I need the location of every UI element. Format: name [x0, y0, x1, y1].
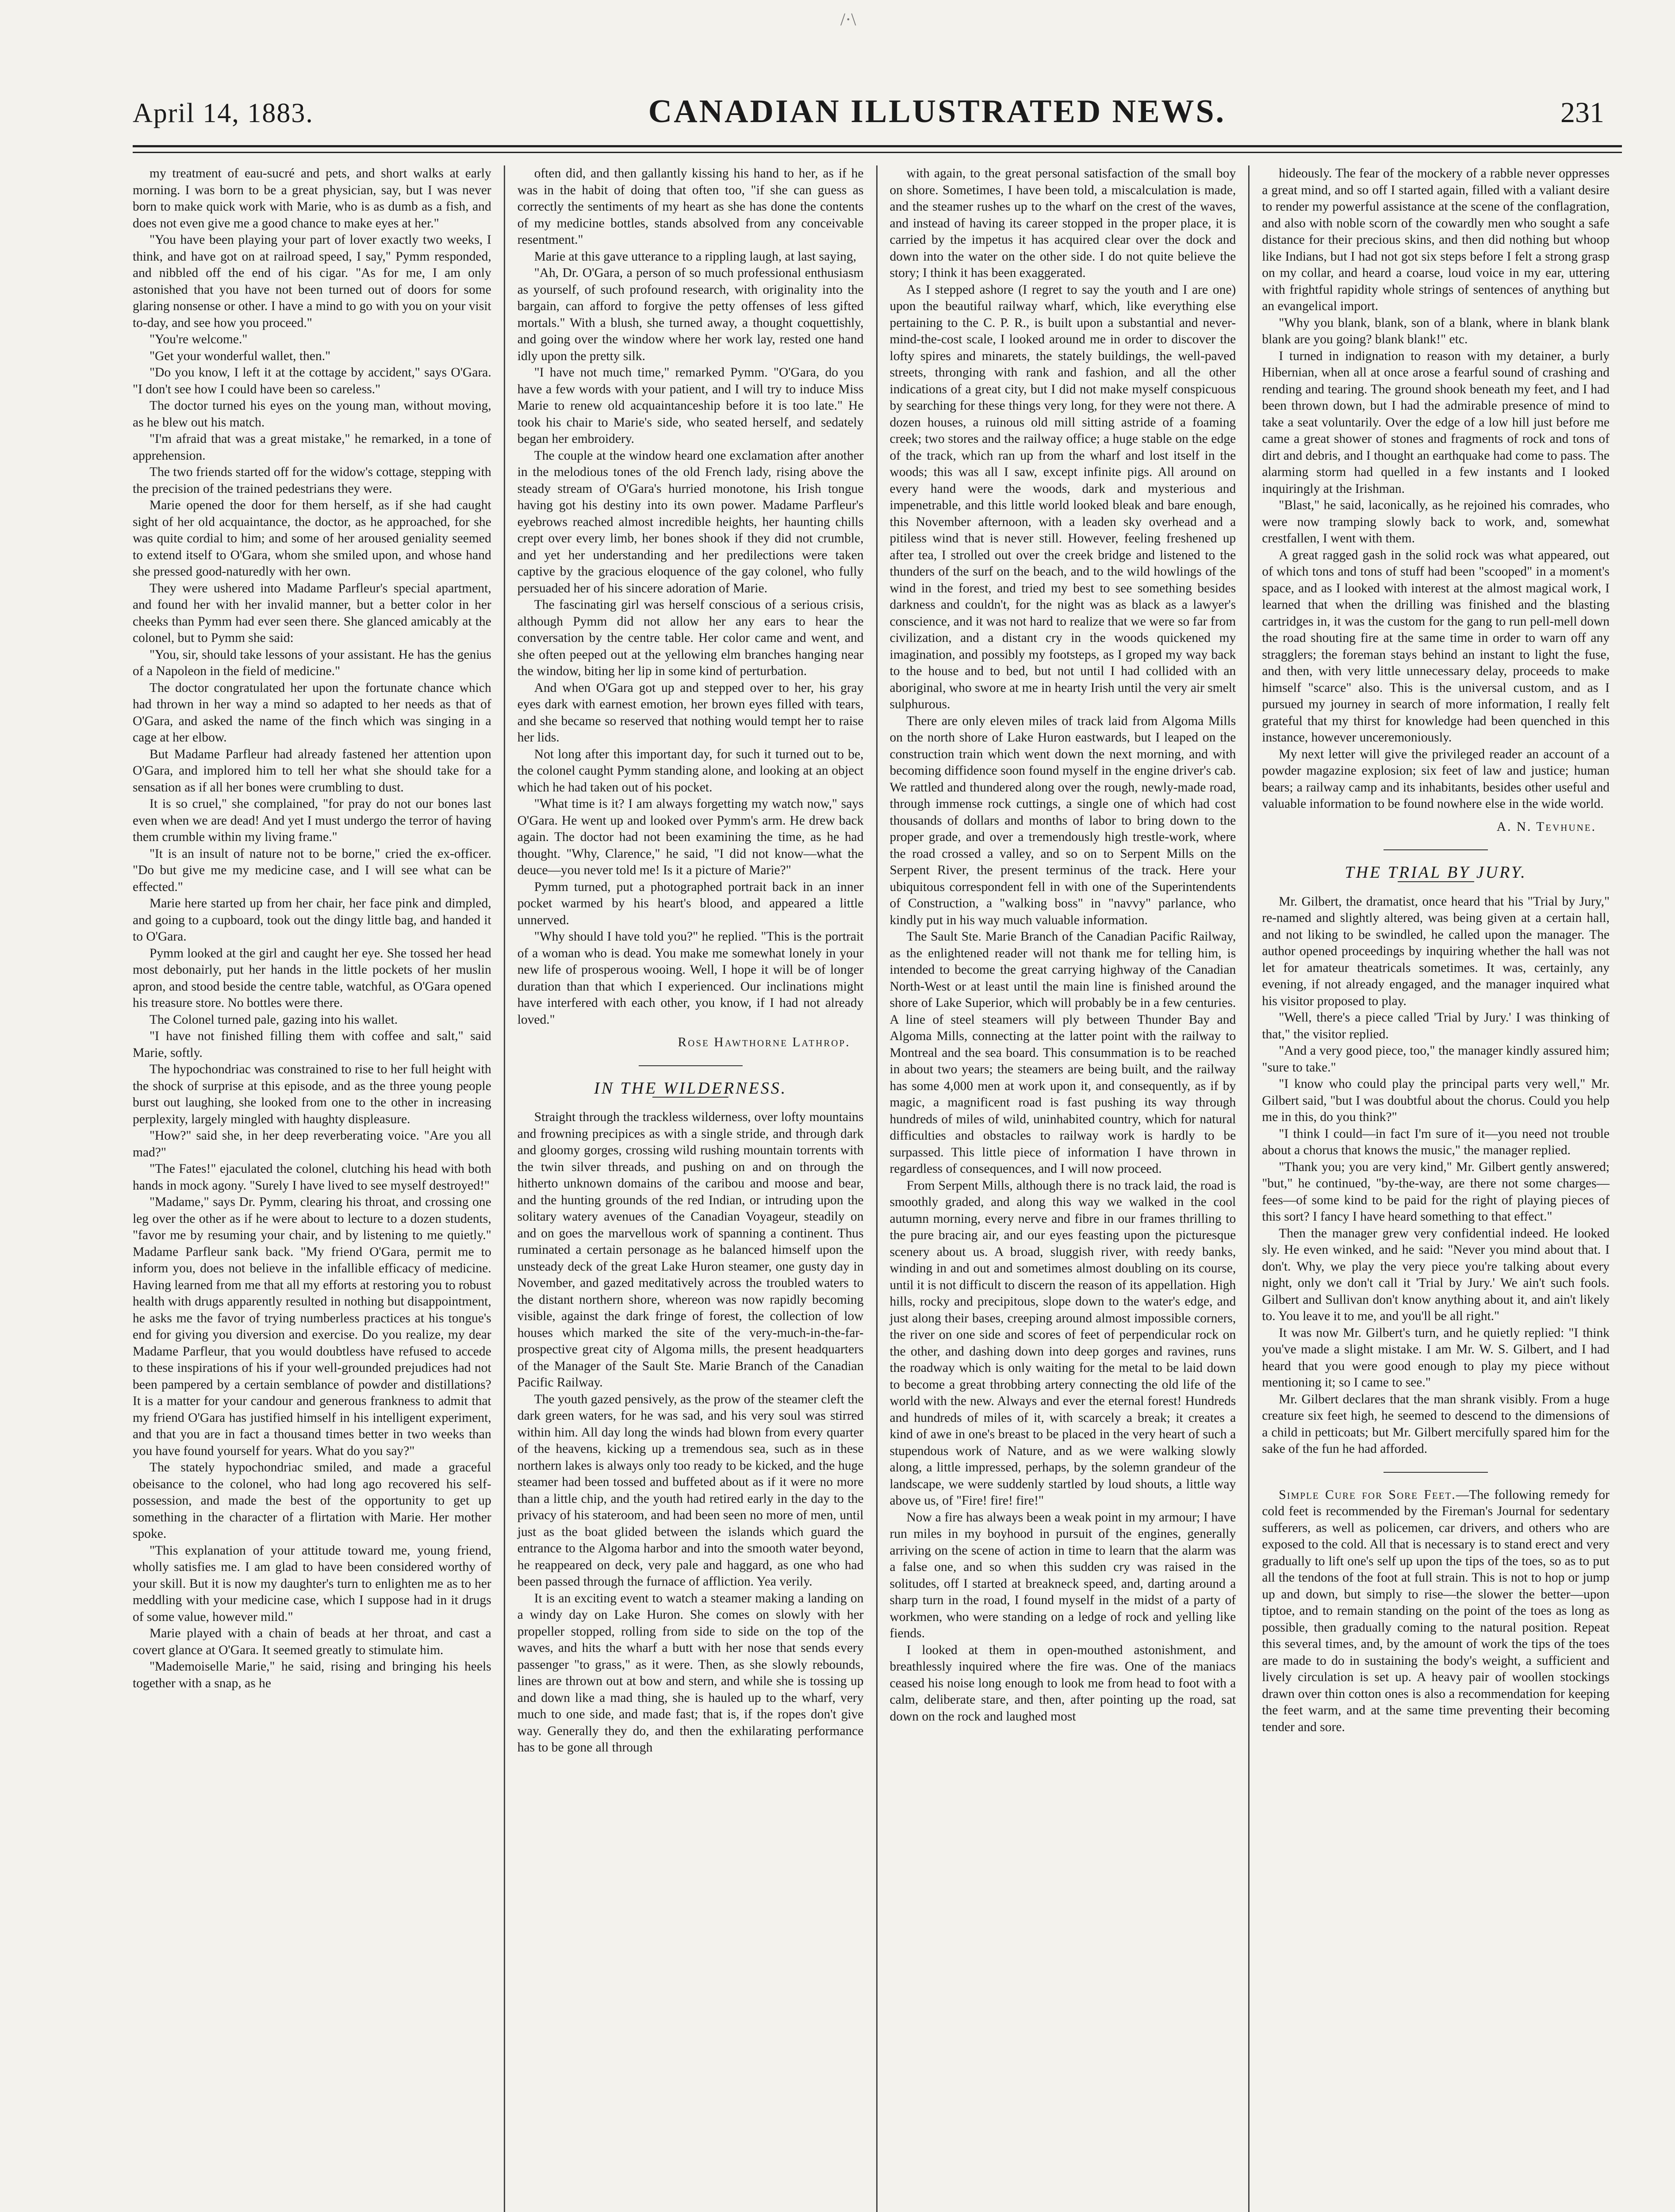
paragraph: The doctor congratulated her upon the fortunate chance which had thrown in her way a mind so adapted to her needs as that of O'Gara, and asked the name of the finch which was singing in a cage at her elbow. [133, 680, 491, 745]
paragraph: But Madame Parfleur had already fastened her attention upon O'Gara, and implored him to tell her what she should take for a sensation as if all her bones were crumbling to dust. [133, 747, 491, 795]
paragraph: "Mademoiselle Marie," he said, rising and bringing his heels together with a snap, as he [133, 1659, 491, 1690]
paragraph: Marie at this gave utterance to a rippling laugh, at last saying, [534, 249, 857, 264]
wilderness-article [517, 1109, 864, 1756]
paragraph: "This explanation of your attitude toward me, young friend, wholly satisfies me. I am glad to have been considered worthy of your skill. But it is now my daughter's turn to enlighten me as to her meddling with your medicine case, which I suppose had in it drugs of some value, however mild." [133, 1543, 491, 1624]
section-title-trial-by-jury: THE TRIAL BY JURY. [1345, 863, 1527, 882]
column-4-wilderness-cont [1262, 165, 1610, 813]
column-4 [1250, 165, 1622, 2212]
paragraph: "Why should I have told you?" he replied. "This is the portrait of a woman who is dead. You make me somewhat lonely in your new life of prosperous wooing. Well, I hope it will be of longer duration than that which I experienced. Our inclinations might have interfered with each other, you know, if I had not already loved." [517, 929, 864, 1027]
paragraph: The two friends started off for the widow's cottage, stepping with the precision of the trained pedestrians they were. [133, 465, 491, 496]
paragraph: There are only eleven miles of track laid from Algoma Mills on the north shore of Lake Huron eastwards, but I leaped on the construction train which went down the next morning, and with becoming diffidence soon found myself in the engine driver's cab. We rattled and thundered along over the rough, newly-made road, through immense rock cuttings, a single one of which had cost thousands of dollars and months of labor to bring down to the proper grade, and over a tremendously high trestle-work, where the road crossed a valley, and so on to Serpent Mills on the Serpent River, the present terminus of the track. Here your ubiquitous correspondent fell in with one of the Superintendents of Construction, a "walking boss" in "navvy" parlance, who kindly put in his way much valuable information. [889, 714, 1236, 927]
paragraph: Now a fire has always been a weak point in my armour; I have run miles in my boyhood in pursuit of the engines, generally arriving on the scene of action in time to learn that the alarm was a false one, and so when this sudden cry was raised in the solitudes, off I started at breakneck speed, and, darting around a sharp turn in the road, I found myself in the midst of a party of workmen, who were standing on a ledge of rock and yelling like fiends. [889, 1510, 1236, 1640]
paragraph: The stately hypochondriac smiled, and made a graceful obeisance to the colonel, who had long ago recovered his self-possession, and made the best of the opportunity to get up something in the character of a flirtation with Marie. Her mother spoke. [133, 1460, 491, 1541]
column-2 [505, 165, 878, 2212]
scan-mark: /·\ [840, 9, 856, 29]
paragraph: I looked at them in open-mouthed astonishment, and breathlessly inquired where the fire was. One of the maniacs ceased his noise long enough to look me from head to foot with a calm, deliberate stare, and then, after pointing up the road, sat down on the rock and laughed most [889, 1643, 1236, 1724]
paragraph: My next letter will give the privileged reader an account of a powder magazine explosion; six feet of law and justice; human bears; a railway camp and its inhabitants, besides other useful and valuable information to be found nowhere else in the wide world. [1262, 747, 1610, 811]
paragraph: From Serpent Mills, although there is no track laid, the road is smoothly graded, and along this way we walked in the cool autumn morning, every nerve and fibre in our frames thrilling to the pure bracing air, and our eyes feasting upon the picturesque scenery about us. A broad, sluggish river, with reedy banks, winding in and out and sometimes almost doubling on its course, until it is not difficult to discern the reason of its appellation. High hills, rocky and precipitous, slope down to the water's edge, and just along their bases, creeping around almost impossible corners, the river on one side and scores of feet of perpendicular rock on the other, and dashing down into deep gorges and ravines, runs the roadway which is only waiting for the metal to be laid down to become a great throbbing artery connecting the old life of the world with the new. Always and ever the eternal forest! Hundreds and hundreds of miles of it, with scarcely a break; it creates a kind of awe in one's breast to be placed in the very heart of such a stupendous work of Nature, and as we were walking slowly along, a little impressed, perhaps, by the solemn grandeur of the landscape, we were suddenly startled by loud shouts, a little way above us, of "Fire! fire! fire!" [889, 1178, 1236, 1508]
notice-text: —The following remedy for cold feet is recommended by the Fireman's Journal for sedentary sufferers, as well as policemen, car drivers, and others who are exposed to the cold. All that is necessary is to stand erect and very gradually to lift one's self up upon the tips of the toes, so as to put all the tendons of the foot at full strain. This is not to hop or jump up and down, but simply to rise—the slower the better—upon tiptoe, and to remain standing on the point of the toes as long as possible, then gradually coming to the natural position. Repeat this several times, and, by the amount of work the tips of the toes are made to do in sustaining the body's weight, a sufficient and lively circulation is set up. A heavy pair of woollen stockings drawn over thin cotton ones is also a recommendation for keeping the feet warm, and at the same time preventing their becoming tender and sore. [1262, 1487, 1610, 1734]
paragraph: "Do you know, I left it at the cottage by accident," says O'Gara. "I don't see how I could have been so careless." [133, 365, 491, 396]
paragraph: "It is an insult of nature not to be borne," cried the ex-officer. "Do but give me my medicine case, and I will see what can be effected." [133, 846, 491, 894]
paragraph: Mr. Gilbert declares that the man shrank visibly. From a huge creature six feet high, he seemed to descend to the dimensions of a child in petticoats; but Mr. Gilbert mercifully spared him for the sake of the fun he had afforded. [1262, 1392, 1610, 1456]
paragraph: "Well, there's a piece called 'Trial by Jury.' I was thinking of that," the visitor replied. [1262, 1010, 1610, 1041]
notice-sore-feet [1262, 1487, 1610, 1736]
story-divider-2 [1384, 849, 1488, 850]
paragraph: Not long after this important day, for such it turned out to be, the colonel caught Pymm standing alone, and looking at an object which he had taken out of his pocket. [517, 747, 864, 795]
article-columns [133, 165, 1622, 2212]
paragraph: Marie played with a chain of beads at her throat, and cast a covert glance at O'Gara. It seemed greatly to stimulate him. [133, 1626, 491, 1657]
paragraph: "And a very good piece, too," the manager kindly assured him; "sure to take." [1262, 1044, 1610, 1075]
trial-by-jury-article [1262, 894, 1610, 1458]
paragraph: "How?" said she, in her deep reverberating voice. "Are you all mad?" [133, 1129, 491, 1160]
page-number: 231 [1560, 96, 1604, 129]
paragraph: "Ah, Dr. O'Gara, a person of so much professional enthusiasm as yourself, of such profound research, with originality into the bargain, can afford to forgive the petty offenses of less gifted mortals." With a blush, she turned away, a thought coquettishly, and going over the window where her work lay, rested one hand idly upon the pretty silk. [517, 266, 864, 363]
paragraph: The Sault Ste. Marie Branch of the Canadian Pacific Railway, as the enlightened reader will not thank me for telling him, is intended to become the great carrying highway of the Canadian North-West or at least until the main line is finished around the shore of Lake Superior, which will probably be in a few centuries. A line of steel steamers will ply between Thunder Bay and Algoma Mills, connecting at the latter point with the railway to Montreal and the sea board. This consummation is to be reached in about two years; the steamers are being built, and the railway has some 4,000 men at work upon it, and consequently, as if by magic, a magnificent road is fast pushing its way through hundreds of miles of wild, uninhabited country, which for natural difficulties and obstacles to railway work is hardly to be surpassed. This little piece of information I have thrown in regardless of consequences, and I will now proceed. [889, 929, 1236, 1176]
paragraph: The doctor turned his eyes on the young man, without moving, as he blew out his match. [133, 399, 491, 430]
paragraph: hideously. The fear of the mockery of a rabble never oppresses a great mind, and so off I started again, filled with a valiant desire to render my powerful assistance at the scene of the conflagration, and also with noble scorn of the cowardly men who sought a safe distance for their precious skins, and then did nothing but whoop like Indians, but I had not got six steps before I felt a strong grasp on my collar, and heard a coarse, loud voice in my ear, uttering with frightful rapidity whole strings of sentences of anything but an evangelical import. [1262, 166, 1610, 313]
paragraph: Pymm looked at the girl and caught her eye. She tossed her head most debonairly, put her hands in the little pockets of her muslin apron, and stood beside the centre table, watchful, as O'Gara opened his treasure store. No bottles were there. [133, 946, 491, 1010]
paragraph: "I know who could play the principal parts very well," Mr. Gilbert said, "but I was doubtful about the chorus. Could you help me in this, do you think?" [1262, 1077, 1610, 1124]
paragraph: It was now Mr. Gilbert's turn, and he quietly replied: "I think you've made a slight mistake. I am Mr. W. S. Gilbert, and I had heard that you were good enough to play my piece without mentioning it; so I came to see." [1262, 1325, 1610, 1390]
newspaper-title: CANADIAN ILLUSTRATED NEWS. [648, 93, 1226, 130]
paragraph: "What time is it? I am always forgetting my watch now," says O'Gara. He went up and looked over Pymm's arm. He drew back again. The doctor had not been examining the time, as he had thought. "Why, Clarence," he said, "I did not know—what the deuce—you never told me! Is it a picture of Marie?" [517, 797, 864, 877]
paragraph: It is so cruel," she complained, "for pray do not our bones last even when we are dead! And yet I must undergo the terror of having them crumble within my living frame." [133, 797, 491, 844]
author-signature: Rose Hawthorne Lathrop. [678, 1035, 851, 1049]
paragraph: Then the manager grew very confidential indeed. He looked sly. He even winked, and he said: "Never you mind about that. I don't. Why, we play the very piece you're talking about every night, only we don't call it 'Trial by Jury.' We ain't such fools. Gilbert and Sullivan don't know anything about it, and ain't likely to. You leave it to me, and you'll be all right." [1262, 1226, 1610, 1323]
paragraph: Marie here started up from her chair, her face pink and dimpled, and going to a cupboard, took out the dingy little bag, and handed it to O'Gara. [133, 896, 491, 944]
paragraph: with again, to the great personal satisfaction of the small boy on shore. Sometimes, I have been told, a miscalculation is made, and the steamer rushes up to the wharf on the crest of the waves, and instead of having its career stopped in the proper place, it is carried by the impetus it has acquired clear over the dock and down into the water on the other side. I do not quite believe the story; I think it has been exaggerated. [889, 166, 1236, 280]
paragraph: It is an exciting event to watch a steamer making a landing on a windy day on Lake Huron. She comes on slowly with her propeller stopped, rolling from side to side on the top of the waves, and hits the wharf a butt with her nose that sends every passenger "to grass," as it were. Then, as she slowly rebounds, lines are thrown out at bow and stern, and while she is tossing up and down like a mad thing, she is hauled up to the wharf, very much to one side, and made fast; that is, if the ropes don't give way. Generally they do, and then the exhilarating performance has to be gone all through [517, 1591, 864, 1755]
paragraph: The youth gazed pensively, as the prow of the steamer cleft the dark green waters, for he was sad, and his very soul was stirred within him. All day long the winds had blown from every quarter of the heavens, kicking up a tremendous sea, such as in these northern lakes is always only too ready to be kicked, and the huge steamer had been tossed and buffeted about as if it were no more than a little chip, and the youth had retired early in the day to the privacy of his stateroom, and had been seen no more of men, until just as the boat glided between the islands which guard the entrance to the Algoma harbor and into the smooth water beyond, he reappeared on deck, very pale and haggard, as one who had been passed through the furnace of affliction. Yea verily. [517, 1392, 864, 1589]
paragraph: "Thank you; you are very kind," Mr. Gilbert gently answered; "but," he continued, "by-the-way, are there not some charges—fees—of some kind to be paid for the right of playing pieces of this sort? I fancy I have heard something to that effect." [1262, 1160, 1610, 1224]
author-signature-2: A. N. Tevhune. [1496, 819, 1596, 834]
paragraph: Pymm turned, put a photographed portrait back in an inner pocket warmed by his heart's blood, and appeared a little unnerved. [517, 879, 864, 927]
masthead [133, 93, 1622, 142]
paragraph: "I have not finished filling them with coffee and salt," said Marie, softly. [133, 1029, 491, 1060]
column-2-story [517, 165, 864, 1028]
paragraph: "You have been playing your part of lover exactly two weeks, I think, and have got on at railroad speed, I say," Pymm responded, and nibbled off the end of his cigar. "As for me, I am only astonished that you have not been turned out of doors for some glaring nonsense or other. I have a mind to go with you on your visit to-day, and see how you proceed." [133, 233, 491, 330]
paragraph: The fascinating girl was herself conscious of a serious crisis, although Pymm did not allow her any ears to hear the conversation by the centre table. Her color came and went, and she often peeped out at the yellowing elm branches hanging near the window, biting her lip in some kind of perturbation. [517, 598, 864, 678]
paragraph: often did, and then gallantly kissing his hand to her, as if he was in the habit of doing that often too, "if she can guess as correctly the sentiments of my heart as she has done the contents of my medicine bottles, stands absolved from any conceivable resentment." [517, 166, 864, 247]
paragraph: "You, sir, should take lessons of your assistant. He has the genius of a Napoleon in the field of medicine." [133, 647, 491, 678]
paragraph: Marie opened the door for them herself, as if she had caught sight of her old acquaintance, the doctor, as he approached, for she was quite cordial to him; and some of her aroused geniality seemed to extend itself to O'Gara, whom she smiled upon, and whose hand she pressed good-naturedly with her own. [133, 498, 491, 579]
paragraph: "Get your wonderful wallet, then." [149, 349, 331, 363]
section-title-wilderness: IN THE WILDERNESS. [594, 1079, 787, 1098]
paragraph: Straight through the trackless wilderness, over lofty mountains and frowning precipices as with a single stride, and through dark and gloomy gorges, crossing wild rushing mountain torrents with the twin silver threads, and pushing on and on through the hitherto unknown domains of the caribou and moose and bear, and the hunting grounds of the red Indian, or intruding upon the solitary watery avenues of the Canadian Voyageur, steadily on and on goes the marvellous work of spanning a continent. Thus ruminated a certain personage as he balanced himself upon the unsteady deck of the great Lake Huron steamer, one gusty day in November, and gazed meditatively across the troubled waters to the distant northern shore, whereon was now rapidly becoming visible, against the dark fringe of forest, the collection of low houses which marked the site of the very-much-in-the-far-prospective great city of Algoma mills, the present headquarters of the Manager of the Sault Ste. Marie Branch of the Canadian Pacific Railway. [517, 1110, 864, 1390]
paragraph: "Madame," says Dr. Pymm, clearing his throat, and crossing one leg over the other as if he were about to lecture to a dozen students, "favor me by resuming your chair, and by listening to me quietly." Madame Parfleur sank back. "My friend O'Gara, permit me to inform you, does not believe in the infallible efficacy of medicine. Having learned from me that all my efforts at restoring you to robust health with drugs apparently resulted in nothing but disappointment, he asks me the favor of trying numberless practices at his tongue's end for giving you diversion and exercise. Do you realize, my dear Madame Parfleur, that you would doubtless have refused to accede to these inspirations of his if your well-grounded prejudices had not been pampered by a certain semblance of powder and distillations? It is a matter for your candour and generous frankness to admit that my friend O'Gara has justified himself in his intelligent experiment, and that you are in fact a thousand times better in two weeks than you have found yourself for years. What do you say?" [133, 1195, 491, 1458]
notice-lead: Simple Cure for Sore Feet. [1279, 1487, 1456, 1502]
paragraph: "I have not much time," remarked Pymm. "O'Gara, do you have a few words with your patient, and I will try to induce Miss Marie to renew old acquaintanceship before it is too late." He took his chair to Marie's side, who seated herself, and sedately began her embroidery. [517, 365, 864, 446]
paragraph: They were ushered into Madame Parfleur's special apartment, and found her with her invalid manner, but a better color in her cheeks than Pymm had ever seen there. She glanced amicably at the colonel, but to Pymm she said: [133, 581, 491, 645]
paragraph: "Blast," he said, laconically, as he rejoined his comrades, who were now tramping slowly back to work, and, somewhat crestfallen, I went with them. [1262, 498, 1610, 545]
paragraph: "Why you blank, blank, son of a blank, where in blank blank blank are you going? blank blank!" etc. [1262, 315, 1610, 346]
paragraph: "I think I could—in fact I'm sure of it—you need not trouble about a chorus that knows the music," the manager replied. [1262, 1126, 1610, 1157]
paragraph: I turned in indignation to reason with my detainer, a burly Hibernian, when all at once arose a fearful sound of crashing and rending and tearing. The ground shook beneath my feet, and I had been thrown down, but I had the admirable presence of mind to take a seat voluntarily. Over the edge of a low hill just before me came a great shower of stones and fragments of rock and tons of dirt and debris, and I thought an earthquake had come to pass. The alarming storm had quelled in a few instants and I looked inquiringly at the Irishman. [1262, 349, 1610, 496]
paragraph: The couple at the window heard one exclamation after another in the melodious tones of the old French lady, rising above the steady stream of O'Gara's hurried monotone, his Irish tongue having got his destiny into its own power. Madame Parfleur's eyebrows reached almost incredible heights, her haunting chills crept over every limb, her bones shook if they did not crumble, and yet her understanding and her predilections were taken captive by the gracious eloquence of the gay colonel, who fully persuaded her of his sincere adoration of Marie. [517, 448, 864, 595]
issue-date: April 14, 1883. [133, 98, 314, 128]
paragraph: A great ragged gash in the solid rock was what appeared, out of which tons and tons of stuff had been "scooped" in a moment's space, and as I looked with interest at the almost magical work, I learned that when the drilling was finished and the blasting cartridges in, it was the custom for the gang to run pell-mell down the road shouting fire at the same time in order to warn off any stragglers; the foreman stays behind an instant to light the fuse, and then, with very little unnecessary delay, proceeds to make himself "scarce" also. This is the universal custom, and as I pursued my journey in search of more information, I really felt grateful that my thirst for knowledge had been quenched in this instance, however unceremoniously. [1262, 548, 1610, 745]
paragraph: The Colonel turned pale, gazing into his wallet. [149, 1012, 398, 1027]
story-divider-3 [1384, 1472, 1488, 1473]
paragraph: As I stepped ashore (I regret to say the youth and I are one) upon the beautiful railway wharf, which, like everything else pertaining to the C. P. R., is built upon a substantial and never-mind-the-cost scale, I looked around me in order to discover the lofty spires and minarets, the stately buildings, the well-paved streets, thronging with rank and fashion, and all the other indications of a great city, but I did not make myself conspicuous by searching for these things very long, for they were not there. A dozen houses, a ruinous old mill sitting astride of a foaming creek; two stores and the railway office; a huge stable on the edge of the track, which ran up from the wharf and lost itself in the woods; this was all I saw, except infinite pigs. All around on every hand were the woods, dark and mysterious and impenetrable, and this little world looked bleak and bare enough, this November afternoon, with a leaden sky overhead and a pitiless wind that is never still. However, feeling freshened up after tea, I strolled out over the creek bridge and listened to the thunders of the surf on the beach, and to the wild howlings of the wind in the forest, and tried my best to see something besides darkness and couldn't, for the night was as black as a lawyer's conscience, and it was not hard to realize that we were so far from civilization, and a distant cry in the woods quickened my imagination, and possibly my footsteps, as I groped my way back to the house and to bed, but not until I had collided with an aboriginal, who swore at me in hearty Irish until the very air smelt sulphurous. [889, 282, 1236, 711]
column-3 [878, 165, 1250, 2212]
paragraph: Mr. Gilbert, the dramatist, once heard that his "Trial by Jury," re-named and slightly altered, was being given at a certain hall, and not liking to be swindled, he called upon the manager. The author opened proceedings by inquiring whether the hall was not let for amateur theatricals sometimes. It was, certainly, any evening, if not already engaged, and the manager inquired what his visitor proposed to play. [1262, 894, 1610, 1008]
paragraph: The hypochondriac was constrained to rise to her full height with the shock of surprise at this episode, and as the three young people burst out laughing, she looked from one to the other in increasing perplexity, largely mingled with haughty displeasure. [133, 1062, 491, 1126]
story-divider [639, 1065, 743, 1066]
masthead-rule [133, 145, 1622, 153]
paragraph: "You're welcome." [149, 332, 248, 346]
paragraph: "The Fates!" ejaculated the colonel, clutching his head with both hands in mock agony. "Surely I have lived to see myself destroyed!" [133, 1162, 491, 1193]
paragraph: my treatment of eau-sucré and pets, and short walks at early morning. I was born to be a great physician, say, but I was never born to make quick work with Marie, who is as dumb as a fish, and does not even give me a good chance to make eyes at her." [133, 166, 491, 230]
paragraph: "I'm afraid that was a great mistake," he remarked, in a tone of apprehension. [133, 432, 491, 463]
column-1 [133, 165, 505, 2212]
paragraph: And when O'Gara got up and stepped over to her, his gray eyes dark with earnest emotion, her brown eyes filled with tears, and she became so reserved that nothing would tempt her to raise her lids. [517, 680, 864, 745]
